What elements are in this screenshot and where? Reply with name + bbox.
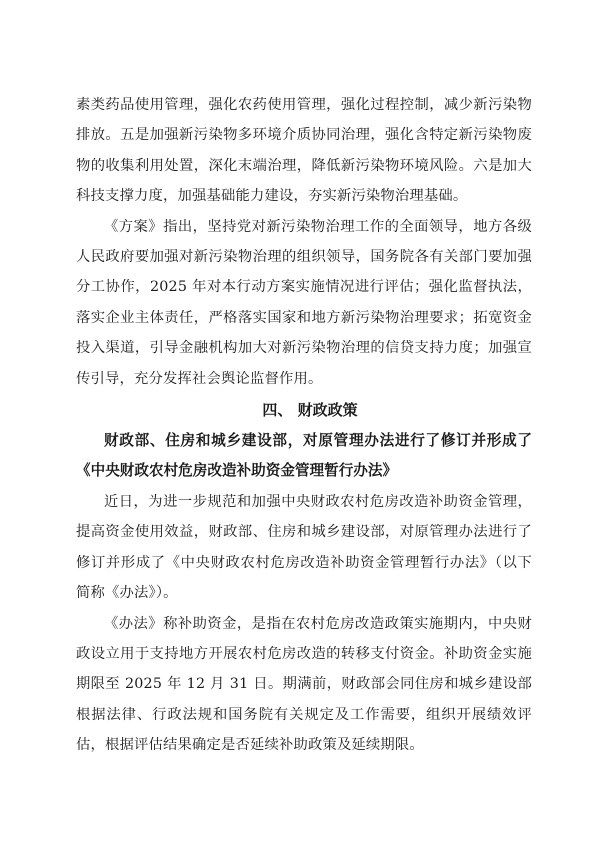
paragraph-plan: 《方案》指出，坚持党对新污染物治理工作的全面领导，地方各级人民政府要加强对新污染物治理的组织领导，国务院各有关部门要加强分工协作，2025 年对本行动方案实施情况进行评估；强化监督执法，落实企业主体责任，严格落实国家和地方新污染物治理要求；拓宽资金投入渠道，引导金融机构加大对新污染物治理的信贷支持力度；加强宣传引导，充分发挥社会舆论监督作用。 (76, 218, 532, 387)
section-heading: 四、 财政政策 (262, 401, 358, 420)
article-title: 财政部、住房和城乡建设部，对原管理办法进行了修订并形成了《中央财政农村危房改造补助资金管理暂行办法》 (76, 432, 532, 480)
document-page (76, 90, 532, 761)
paragraph-continuation: 素类药品使用管理，强化农药使用管理，强化过程控制，减少新污染物排放。五是加强新污染物多环境介质协同治理，强化含特定新污染物废物的收集利用处置，深化末端治理，降低新污染物环境风险。六是加大科技支撑力度，加强基础能力建设，夯实新污染物治理基础。 (76, 97, 532, 205)
paragraph-measures: 《办法》称补助资金，是指在农村危房改造政策实施期内，中央财政设立用于支持地方开展农村危房改造的转移支付资金。补助资金实施期限至 2025 年 12 月 31 日。期满前，财政部会同住房和城乡建设部根据法律、行政法规和国务院有关规定及工作需要，组织开展绩效评估，根据评估结果确定是否延续补助政策及延续期限。 (76, 615, 532, 754)
paragraph-intro: 近日，为进一步规范和加强中央财政农村危房改造补助资金管理，提高资金使用效益，财政部、住房和城乡建设部，对原管理办法进行了修订并形成了《中央财政农村危房改造补助资金管理暂行办法》（以下简称《办法》）。 (76, 493, 532, 602)
